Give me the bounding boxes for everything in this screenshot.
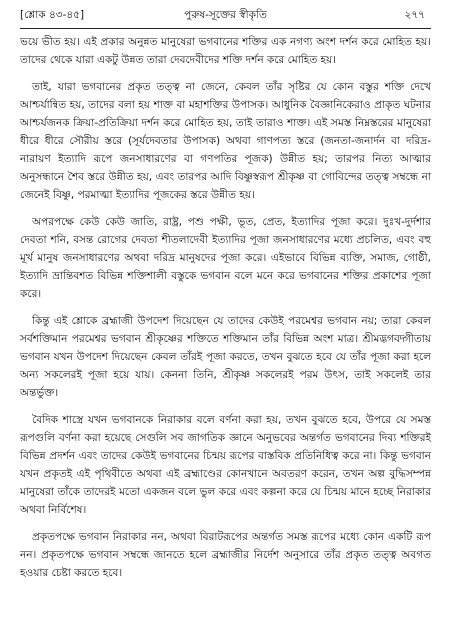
verse-reference: [শ্লোক ৪৩-৪৫] [20,9,85,21]
page-title: পুরুষ-সূক্তের স্বীকৃতি [184,9,267,21]
paragraph: ভয়ে ভীত হয়। এই প্রকার অনুন্নত মানুষেরা ভগবানের শক্তির এক নগণ্য অংশ দর্শন করে মোহিত হয়। তাদের থেকে যারা একটু উন্নত তারা দেবদেবীদের শক্তি দর্শন করে মোহিত হয়। [20,36,431,66]
paragraph: বৈদিক শাস্ত্রে যখন ভগবানকে নিরাকার বলে বর্ণনা করা হয়, তখন বুঝতে হবে, উপরে যে সমস্ত রূপগুলি বর্ণনা করা হয়েছে সেগুলি সব জাগতিক জ্ঞানে অনুভবের অন্তর্গত ভগবানের দিব্য শক্তিরই বিভিন্ন প্রদর্শন এবং তাদের কেউই ভগবানের চিন্ময় রূপের বাস্তবিক প্রতিনিধিত্ব করে না। কিন্তু ভগবান যখন প্রকৃতই এই পৃথিবীতে অথবা এই ব্রহ্মাণ্ডের কোনখানে অবতরণ করেন, তখন অল্প বুদ্ধিসম্পন্ন মানুষেরা তাঁকে তাদেরই মতো একজন বলে ভুল করে এবং কল্পনা করে যে চিন্ময় মানে হচ্ছে নিরাকার অথবা নির্বিশেষ। [20,414,431,516]
page-body [20,33,431,591]
paragraph: প্রকৃতপক্ষে ভগবান নিরাকার নন, অথবা বিরাটরূপের অন্তর্গত সমস্ত রূপের মধ্যে কোন একটি রূপ নন। প্রকৃতপক্ষে ভগবান সম্বন্ধে জানতে হলে ব্রহ্মাজীর নির্দেশ অনুসারে তাঁর প্রকৃত তত্ত্ব অবগত হওয়ার চেষ্টা করতে হবে। [20,531,431,579]
header-divider [20,28,431,29]
paragraph: তাই, যারা ভগবানের প্রকৃত তত্ত্ব না জেনে, কেবল তাঁর সৃষ্টির যে কোন বস্তুর শক্তি দেখে আশ্চর্যান্বিত হয়, তাদের বলা হয় শাক্ত বা মহাশক্তির উপাসক। আধুনিক বৈজ্ঞানিকেরাও প্রাকৃত ঘটনার আশ্চর্যজনক ক্রিয়া-প্রতিক্রিয়া দর্শন করে মোহিত হয়, তাই তারাও শাক্ত। এই সমস্ত নিম্নস্তরের মানুষেরা ধীরে ধীরে সৌরীয় স্তরে (সূর্যদেবতার উপাসক) অথবা গাণপত্য স্তরে (জনতা-জনার্দন বা দরিদ্র-নারায়ণ ইত্যাদি রূপে জনসাধারণের বা গণপতির পূজক) উন্নীত হয়; তারপর নিত্য আত্মার অনুসন্ধানে শৈব স্তরে উন্নীত হয়, এবং তারপর আদি বিষ্ণুস্বরূপ শ্রীকৃষ্ণ বা গোবিন্দের তত্ত্ব সম্বন্ধে না জেনেই বিষ্ণু, পরমাত্মা ইত্যাদির পূজকের স্তরে উন্নীত হয়। [20,81,431,201]
paragraph: কিন্তু এই শ্লোকে ব্রহ্মাজী উপদেশ দিয়েছেন যে তাদের কেউই পরমেশ্বর ভগবান নয়; তারা কেবল সর্বশক্তিমান পরমেশ্বর ভগবান শ্রীকৃষ্ণের শক্তিতে শক্তিমান তাঁর বিভিন্ন অংশ মাত্র। শ্রীমদ্ভগবদ্গীতায় ভগবান যখন উপদেশ দিয়েছেন কেবল তাঁরই পূজা করতে, তখন বুঝতে হবে যে তাঁর পূজা করা হলে অন্য সকলেরই পূজা হয়ে যায়। কেননা তিনি, শ্রীকৃষ্ণ সকলেরই পরম উৎস, তাই সকলেই তার অন্তর্ভুক্ত। [20,315,431,399]
page-header [20,4,431,26]
paragraph: অপরপক্ষে কেউ কেউ জাতি, রাষ্ট্র, পশু পক্ষী, ভূত, প্রেত, ইত্যাদির পূজা করে। দুঃখ-দুর্দশার দেবতা শনি, বসন্ত রোগের দেবতা শীতলাদেবী ইত্যাদির পূজা জনসাধারণের মধ্যে প্রচলিত, এবং বহু মূর্খ মানুষ জনসাধারণের অথবা দরিদ্র মানুষদের পূজা করে। এইভাবে বিভিন্ন ব্যক্তি, সমাজ, গোষ্ঠী, ইত্যাদি ভ্রান্তিবশত বিভিন্ন শক্তিশালী বস্তুকে ভগবান বলে মনে করে ভগবানের শক্তির প্রকাশের পূজা করে। [20,216,431,300]
page-number: ২৭৭ [404,9,425,21]
